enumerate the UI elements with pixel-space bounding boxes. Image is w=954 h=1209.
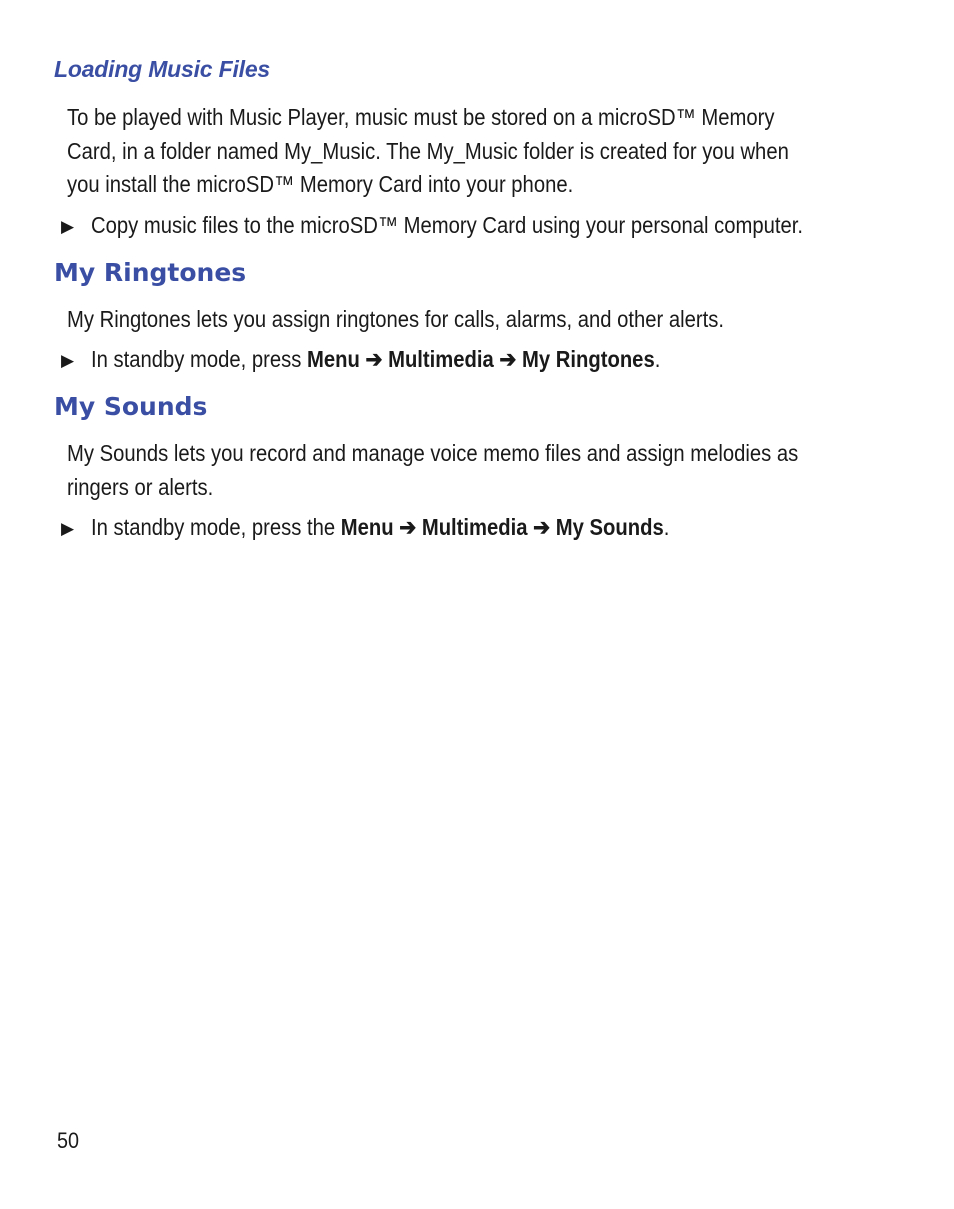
instruction-suffix: . <box>663 514 670 540</box>
instruction-suffix: . <box>654 346 661 372</box>
paragraph-line: To be played with Music Player, music must be stored on a microSD™ Memory <box>67 104 775 130</box>
menu-label: Menu <box>340 514 394 540</box>
paragraph-line: My Sounds lets you record and manage voice memo files and assign melodies as <box>67 440 799 466</box>
paragraph-line: ringers or alerts. <box>67 473 214 500</box>
loading-music-files-paragraph <box>67 101 885 202</box>
my-sounds-heading: My Sounds <box>54 392 208 421</box>
sounds-instruction-bullet <box>61 511 748 545</box>
menu-label: Menu <box>307 346 360 372</box>
copy-music-bullet <box>61 209 900 243</box>
bullet-text <box>91 511 669 544</box>
my-sounds-paragraph <box>67 437 885 504</box>
my-sounds-label: My Sounds <box>555 514 664 540</box>
my-ringtones-heading: My Ringtones <box>54 258 247 287</box>
bullet-arrow-icon: ▶ <box>61 519 75 538</box>
paragraph-line: you install the microSD™ Memory Card into your phone. <box>67 171 574 197</box>
arrow-separator-icon: ➔ <box>393 514 422 540</box>
instruction-prefix: In standby mode, press <box>91 346 308 372</box>
paragraph-line: Card, in a folder named My_Music. The My_Music folder is created for you when <box>67 137 789 164</box>
multimedia-label: Multimedia <box>388 346 494 372</box>
bullet-arrow-icon: ▶ <box>61 351 75 370</box>
arrow-separator-icon: ➔ <box>359 346 389 372</box>
ringtones-instruction-bullet <box>61 343 738 377</box>
bullet-arrow-icon: ▶ <box>61 217 75 236</box>
my-ringtones-paragraph: My Ringtones lets you assign ringtones for calls, alarms, and other alerts. <box>67 306 724 332</box>
bullet-text <box>91 343 660 376</box>
instruction-prefix: In standby mode, press the <box>91 514 341 540</box>
arrow-separator-icon: ➔ <box>527 514 556 540</box>
arrow-separator-icon: ➔ <box>493 346 523 372</box>
multimedia-label: Multimedia <box>421 514 528 540</box>
loading-music-files-heading: Loading Music Files <box>54 56 271 82</box>
bullet-text: Copy music files to the microSD™ Memory Card using your personal computer. <box>91 212 804 238</box>
my-ringtones-label: My Ringtones <box>522 346 655 372</box>
page-number: 50 <box>57 1128 80 1153</box>
